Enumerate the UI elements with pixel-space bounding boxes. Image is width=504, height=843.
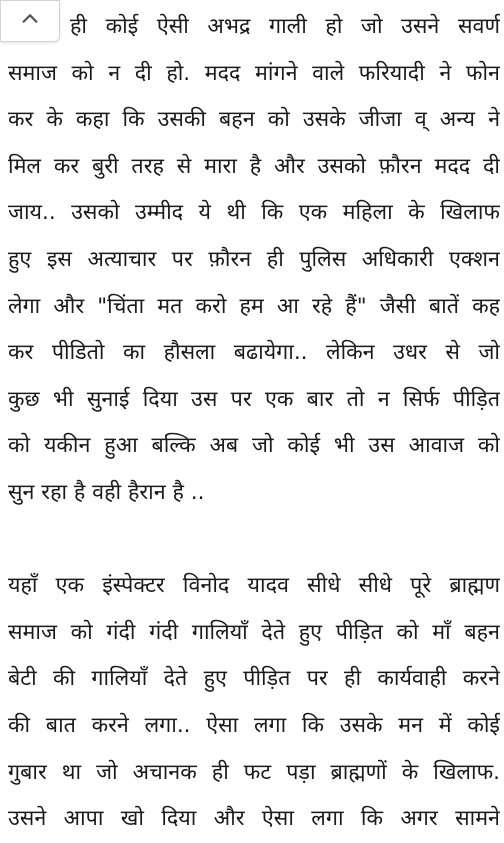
article-line: हुए इस अत्याचार पर फ़ौरन ही पुलिस अधिकारी एक्शन xyxy=(8,246,500,272)
article-line: समाज को न दी हो. मदद मांगने वाले फरियादी ने फोन xyxy=(8,60,500,86)
article-body xyxy=(8,4,500,843)
article-line: जाय.. उसको उम्मीद ये थी कि एक महिला के खिलाफ xyxy=(8,200,500,226)
article-line: गुबार था जो अचानक ही फट पड़ा ब्राह्मणों के खिलाफ. xyxy=(8,759,500,785)
article-line: यहाँ एक इंस्पेक्टर विनोद यादव सीधे सीधे पूरे ब्राह्मण xyxy=(8,573,500,599)
article-line: उसने आपा खो दिया और ऐसा लगा कि अगर सामने xyxy=(8,806,500,832)
article-line: सुन रहा है वही हैरान है .. xyxy=(8,479,205,505)
article-line: समाज को गंदी गंदी गालियाँ देते हुए पीड़ित को माँ बहन xyxy=(8,619,500,645)
article-line: की बात करने लगा.. ऐसा लगा कि उसके मन में कोई xyxy=(8,712,500,738)
article-line: कर पीडितो का हौसला बढायेगा.. लेकिन उधर से जो xyxy=(8,340,500,366)
article-line: मिल कर बुरी तरह से मारा है और उसको फ़ौरन मदद दी xyxy=(8,153,500,179)
article-paragraph-2 xyxy=(8,563,500,843)
article-line: लेगा और "चिंता मत करो हम आ रहे हैं" जैसी बातें कह xyxy=(8,293,500,319)
article-line: बेटी की गालियाँ देते हुए पीड़ित पर ही कार्यवाही करने xyxy=(8,666,500,692)
article-line: कर के कहा कि उसकी बहन को उसके जीजा व् अन्य ने xyxy=(8,107,500,133)
chevron-up-icon xyxy=(19,8,41,34)
article-paragraph-1 xyxy=(8,4,500,517)
article-line: कुछ भी सुनाई दिया उस पर एक बार तो न सिर्फ पीड़ित xyxy=(8,386,500,412)
paragraph-spacer xyxy=(8,517,500,564)
article-line: को यकीन हुआ बल्कि अब जो कोई भी उस आवाज को xyxy=(8,433,500,459)
article-line: ही कोई ऐसी अभद्र गाली हो जो उसने सवर्ण xyxy=(70,14,500,39)
scroll-to-top-button[interactable] xyxy=(0,0,60,42)
